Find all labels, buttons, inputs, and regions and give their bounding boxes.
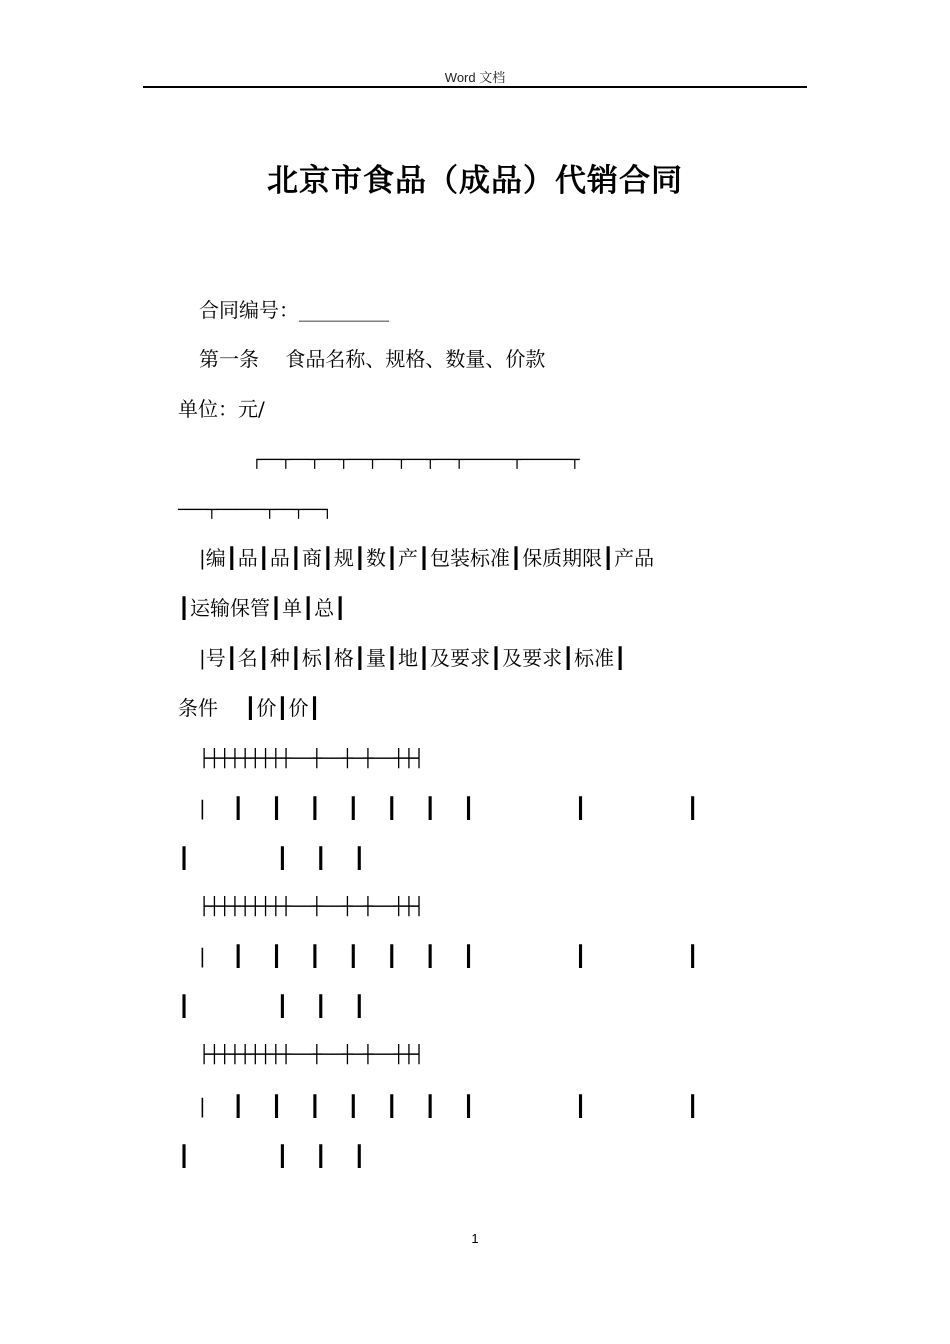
page-header: Word 文档 bbox=[444, 70, 506, 85]
table-row-cont: ┃ ┃ ┃ ┃ bbox=[178, 846, 366, 870]
contract-number: 合同编号：_________ bbox=[199, 298, 389, 322]
table-row: | ┃ ┃ ┃ ┃ ┃ ┃ ┃ ┃ ┃ bbox=[199, 1094, 699, 1118]
table-top-border: ┌──┬──┬──┬──┬──┬──┬──┬─────┬─────┬ bbox=[252, 450, 580, 469]
article-1-heading: 第一条 食品名称、规格、数量、价款 bbox=[199, 347, 546, 371]
header-rule bbox=[143, 86, 807, 88]
table-row-cont: ┃ ┃ ┃ ┃ bbox=[178, 994, 366, 1018]
table-header-row1: |编┃品┃品┃商┃规┃数┃产┃包装标准┃保质期限┃产品 bbox=[199, 546, 655, 570]
table-row: | ┃ ┃ ┃ ┃ ┃ ┃ ┃ ┃ ┃ bbox=[199, 796, 699, 820]
table-row: | ┃ ┃ ┃ ┃ ┃ ┃ ┃ ┃ ┃ bbox=[199, 944, 699, 968]
table-header-row2-cont: 条件 ┃价┃价┃ bbox=[178, 696, 321, 720]
page-number: 1 bbox=[471, 1231, 479, 1246]
document-title: 北京市食品（成品）代销合同 bbox=[267, 163, 683, 199]
unit-label: 单位：元/ bbox=[178, 397, 265, 421]
table-header-row2: |号┃名┃种┃标┃格┃量┃地┃及要求┃及要求┃标准┃ bbox=[199, 646, 627, 670]
table-separator: ├┼┼┼┼┼┼┼┼──┼──┼─┼──┼┼┤ bbox=[199, 1045, 425, 1065]
table-row-cont: ┃ ┃ ┃ ┃ bbox=[178, 1144, 366, 1168]
table-separator: ├┼┼┼┼┼┼┼┼──┼──┼─┼──┼┼┤ bbox=[199, 897, 425, 917]
table-top-border-cont: ───┬─────┬──┬──┐ bbox=[178, 500, 333, 519]
table-separator: ├┼┼┼┼┼┼┼┼──┼──┼─┼──┼┼┤ bbox=[199, 749, 425, 769]
table-header-row1-cont: ┃运输保管┃单┃总┃ bbox=[178, 596, 347, 620]
